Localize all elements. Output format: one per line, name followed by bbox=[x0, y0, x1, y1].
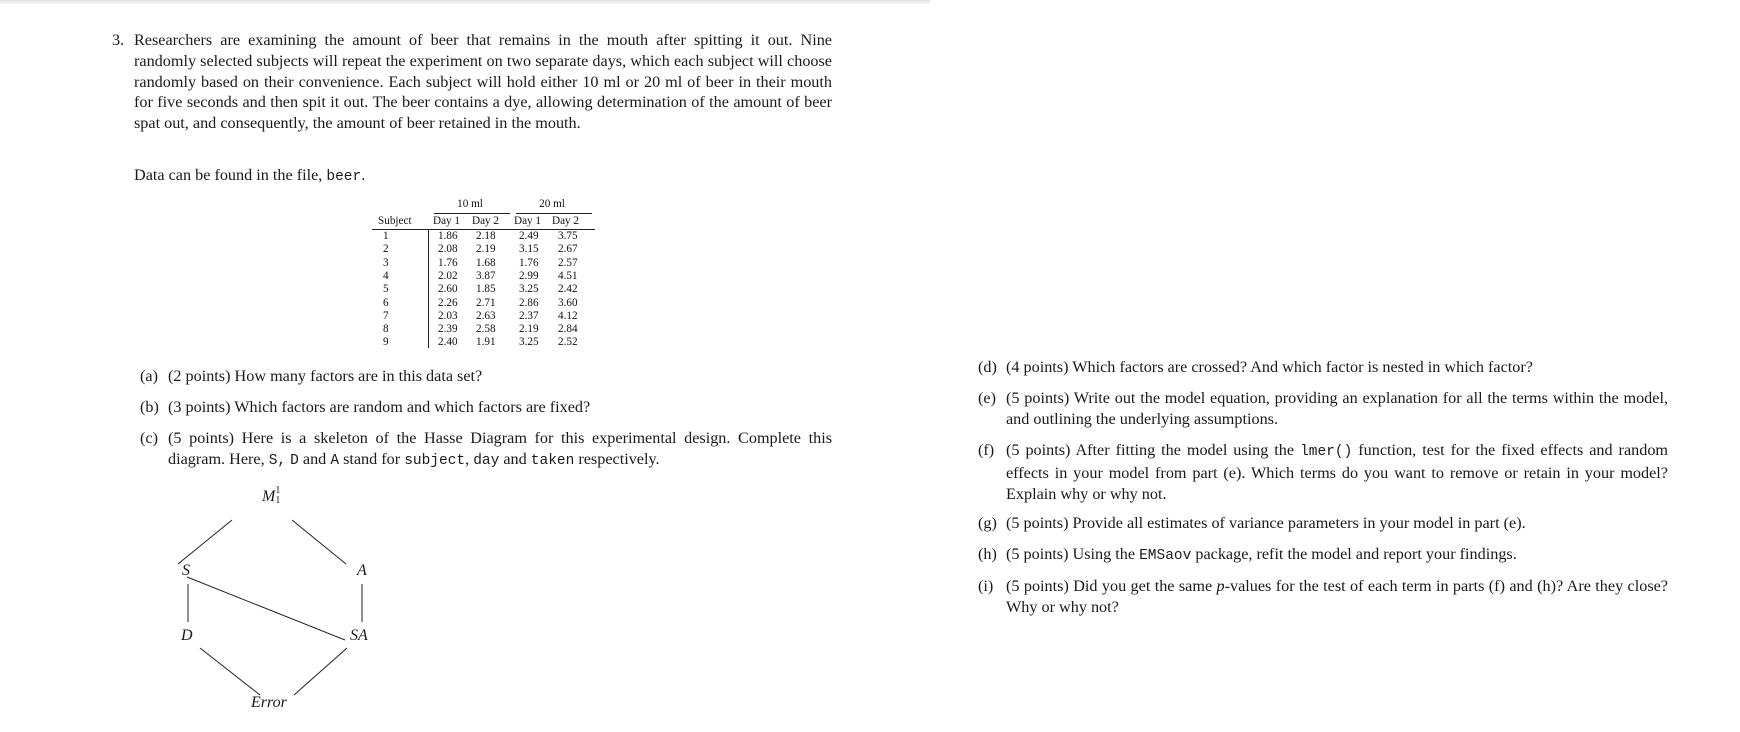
col-header-day1: Day 1 bbox=[433, 215, 461, 227]
table-cell: 2.02 bbox=[438, 269, 458, 282]
table-row bbox=[372, 243, 595, 256]
node-m-label: M bbox=[262, 488, 276, 505]
table-cell: 5 bbox=[383, 283, 389, 296]
col-header-subject: Subject bbox=[378, 215, 412, 227]
question-text-part: stand for bbox=[339, 449, 405, 468]
table-row bbox=[372, 297, 595, 310]
question-text-part: (5 points) Here is a skeleton of the Hasse Diagram for this experimental design. Complete this diagram. Here, bbox=[168, 429, 832, 468]
table-cell: 8 bbox=[383, 323, 389, 336]
group-rule bbox=[434, 213, 510, 214]
question-text-part: -values for the test of each term in parts (f) and (h)? Are they close? Why or why not? bbox=[1006, 577, 1668, 616]
table-cell: 2.67 bbox=[558, 243, 578, 256]
question-text bbox=[168, 428, 832, 472]
p-symbol: p bbox=[1216, 577, 1225, 595]
question-text bbox=[1006, 576, 1668, 618]
edge-s-sa bbox=[187, 577, 345, 640]
table-cell: 1.91 bbox=[476, 336, 496, 349]
col-header-day1: Day 1 bbox=[514, 215, 542, 227]
table-cell: 3.87 bbox=[476, 269, 496, 282]
table-cell: 1.76 bbox=[438, 256, 458, 269]
problem-number: 3. bbox=[112, 31, 125, 49]
code-lmer: lmer() bbox=[1300, 444, 1353, 460]
group-header-10ml: 10 ml bbox=[457, 198, 483, 210]
table-cell: 9 bbox=[383, 336, 389, 349]
table-cell: 4 bbox=[383, 269, 389, 282]
table-cell: 2.84 bbox=[558, 323, 578, 336]
table-cell: 3.25 bbox=[519, 336, 539, 349]
table-cell: 3.15 bbox=[519, 243, 539, 256]
question-text: (4 points) Which factors are crossed? And which factor is nested in which factor? bbox=[1006, 358, 1533, 376]
question-text: (5 points) Provide all estimates of variance parameters in your model in part (e). bbox=[1006, 514, 1526, 532]
table-cell: 1.85 bbox=[476, 283, 496, 296]
edge-sa-error bbox=[294, 648, 347, 695]
question-g bbox=[978, 513, 1668, 534]
code-subject: subject bbox=[404, 452, 466, 469]
edge-m-s bbox=[178, 520, 232, 564]
question-label: (d) bbox=[978, 358, 997, 376]
question-text-part: package, refit the model and report your findings. bbox=[1191, 545, 1517, 563]
table-cell: 1.76 bbox=[519, 256, 539, 269]
table-row bbox=[372, 310, 595, 323]
table-cell: 2.08 bbox=[438, 243, 458, 256]
table-cell: 1.68 bbox=[476, 256, 496, 269]
code-emsaov: EMSaov bbox=[1139, 548, 1192, 564]
table-cell: 2.58 bbox=[476, 323, 496, 336]
question-text-part: and bbox=[499, 449, 531, 468]
code-d: D bbox=[290, 452, 299, 469]
table-cell: 3.75 bbox=[558, 230, 578, 242]
hasse-edges bbox=[150, 480, 390, 720]
table-cell: 2.52 bbox=[558, 336, 578, 349]
group-header-20ml: 20 ml bbox=[539, 198, 565, 210]
question-d bbox=[978, 357, 1668, 378]
table-cell: 4.12 bbox=[558, 309, 578, 322]
question-text bbox=[1006, 544, 1668, 567]
node-a: A bbox=[357, 562, 367, 579]
node-d: D bbox=[181, 627, 193, 644]
question-text-part: (5 points) Using the bbox=[1006, 545, 1140, 563]
table-row bbox=[372, 257, 595, 270]
viewer-top-bar bbox=[0, 0, 930, 4]
edge-m-a bbox=[292, 520, 346, 564]
question-text-part: and bbox=[298, 449, 331, 468]
question-text: (5 points) Write out the model equation, providing an explanation for all the terms within the model, and outlining the underlying assumptions. bbox=[1006, 389, 1668, 428]
table-cell: 3.60 bbox=[558, 296, 578, 309]
data-file-note bbox=[134, 165, 365, 187]
table-cell: 2.19 bbox=[519, 323, 539, 336]
node-s: S bbox=[182, 562, 190, 579]
question-label: (h) bbox=[978, 545, 997, 563]
table-cell: 2.60 bbox=[438, 283, 458, 296]
table-cell: 2.57 bbox=[558, 256, 578, 269]
node-m-sup: 1 bbox=[275, 485, 281, 496]
table-cell: 2.49 bbox=[519, 230, 539, 242]
table-row bbox=[372, 283, 595, 296]
question-text bbox=[1006, 440, 1668, 504]
question-label: (a) bbox=[140, 367, 158, 385]
problem-text: Researchers are examining the amount of beer that remains in the mouth after spitting it out. Nine randomly selected subjects will repeat the experiment on two separate days, which each subject will choose randomly based on their convenience. Each subject will hold either 10 ml or 20 ml of beer in their mouth for five seconds and then spit it out. The beer contains a dye, allowing determination of the amount of beer spat out, and consequently, the amount of beer retained in the mouth. bbox=[134, 31, 832, 133]
table-cell: 3 bbox=[383, 256, 389, 269]
group-rule bbox=[516, 213, 592, 214]
question-f bbox=[978, 440, 1668, 504]
question-label: (b) bbox=[140, 398, 159, 416]
table-row bbox=[372, 230, 595, 243]
data-file-prefix: Data can be found in the file, bbox=[134, 166, 327, 184]
question-e bbox=[978, 388, 1668, 430]
table-row bbox=[372, 336, 595, 349]
table-cell: 2.39 bbox=[438, 323, 458, 336]
code-taken: taken bbox=[530, 452, 575, 469]
table-cell: 2 bbox=[383, 243, 389, 256]
node-error: Error bbox=[251, 694, 287, 711]
table-cell: 2.63 bbox=[476, 309, 496, 322]
hasse-diagram bbox=[150, 480, 390, 720]
code-a: A bbox=[330, 452, 340, 469]
table-cell: 2.19 bbox=[476, 243, 496, 256]
table-row bbox=[372, 270, 595, 283]
table-cell: 3.25 bbox=[519, 283, 539, 296]
table-cell: 4.51 bbox=[558, 269, 578, 282]
question-label: (g) bbox=[978, 514, 997, 532]
data-file-name: beer bbox=[326, 169, 362, 185]
table-cell: 1 bbox=[383, 230, 389, 242]
question-text: (3 points) Which factors are random and which factors are fixed? bbox=[168, 398, 591, 416]
table-cell: 2.40 bbox=[438, 336, 458, 349]
table-cell: 2.26 bbox=[438, 296, 458, 309]
question-text-part: (5 points) Did you get the same bbox=[1006, 577, 1217, 595]
question-label: (f) bbox=[978, 441, 995, 459]
node-sa: SA bbox=[350, 627, 368, 644]
table-cell: 6 bbox=[383, 296, 389, 309]
table-cell: 2.71 bbox=[476, 296, 496, 309]
node-m bbox=[262, 485, 281, 506]
code-s: S, bbox=[268, 452, 287, 469]
table-cell: 7 bbox=[383, 309, 389, 322]
question-label: (c) bbox=[140, 429, 158, 447]
table-cell: 2.99 bbox=[519, 269, 539, 282]
data-file-suffix: . bbox=[361, 166, 366, 184]
question-i bbox=[978, 576, 1668, 618]
node-m-sub: 1 bbox=[275, 495, 281, 506]
question-text-part: (5 points) After fitting the model using the bbox=[1006, 441, 1301, 459]
question-a bbox=[140, 366, 840, 387]
table-cell: 2.37 bbox=[519, 309, 539, 322]
edge-d-error bbox=[200, 648, 260, 695]
table-cell: 2.86 bbox=[519, 296, 539, 309]
table-row bbox=[372, 323, 595, 336]
code-day: day bbox=[473, 452, 500, 469]
question-h bbox=[978, 544, 1668, 567]
question-label: (i) bbox=[978, 577, 994, 595]
question-text-part: function, test for the fixed effects and random effects in your model from part (e). Which terms do you want to remove or retain in your model? Explain why or why not. bbox=[1006, 441, 1669, 503]
question-b bbox=[140, 397, 840, 418]
table-cell: 2.18 bbox=[476, 230, 496, 242]
question-label: (e) bbox=[978, 389, 996, 407]
table-cell: 1.86 bbox=[438, 230, 458, 242]
col-header-day2: Day 2 bbox=[472, 215, 500, 227]
table-cell: 2.03 bbox=[438, 309, 458, 322]
table-cell: 2.42 bbox=[558, 283, 578, 296]
problem-statement bbox=[112, 30, 832, 134]
col-header-day2: Day 2 bbox=[552, 215, 580, 227]
question-text-part: , bbox=[465, 449, 474, 468]
question-text: (2 points) How many factors are in this data set? bbox=[168, 367, 483, 385]
question-text-part: respectively. bbox=[574, 449, 660, 468]
question-c bbox=[140, 428, 832, 472]
